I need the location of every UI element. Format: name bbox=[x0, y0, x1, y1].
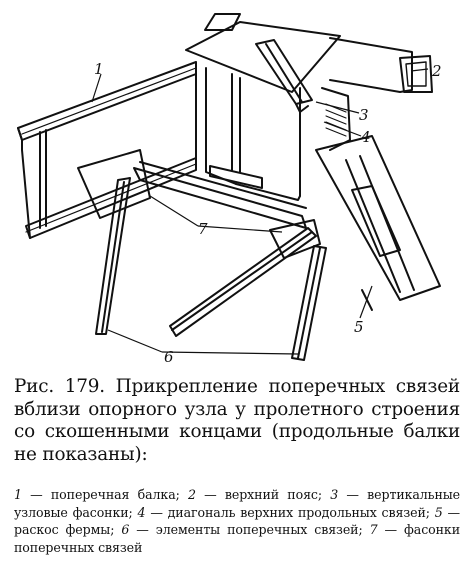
callout-5: 5 bbox=[354, 318, 364, 336]
legend-text: вертикальные узловые фасонки; bbox=[14, 487, 461, 520]
truss-diagonal bbox=[316, 136, 440, 310]
callout-3: 3 bbox=[359, 106, 369, 124]
legend-item: 3 — вертикальные узловые фасонки; bbox=[14, 487, 461, 520]
legend-text: поперечная балка; bbox=[50, 487, 180, 502]
legend-item: 5 — раскос фермы; bbox=[14, 504, 461, 538]
legend-num: 4 bbox=[137, 504, 146, 520]
legend-text: фасонки поперечных связей bbox=[14, 522, 460, 555]
figure-caption bbox=[14, 376, 460, 466]
top-gusset-plate bbox=[186, 22, 340, 92]
legend-item: 4 — диагональ верхних продольных связей; bbox=[137, 504, 430, 520]
legend-num: 2 bbox=[187, 487, 196, 502]
callout-6: 6 bbox=[164, 348, 174, 366]
legend-item: 1 — поперечная балка; bbox=[14, 487, 180, 502]
legend-text: верхний пояс; bbox=[224, 487, 323, 502]
legend-text: диагональ верхних продольных связей; bbox=[167, 504, 430, 520]
legend-text: элементы поперечных связей; bbox=[155, 522, 363, 538]
legend-num: 1 bbox=[14, 487, 22, 502]
caption-prefix: Рис. 179. bbox=[14, 376, 105, 397]
callout-7: 7 bbox=[198, 220, 208, 238]
legend-item: 7 — фасонки поперечных связей bbox=[14, 522, 460, 555]
leader-lines bbox=[92, 69, 428, 354]
legend-num: 5 bbox=[434, 504, 443, 520]
legend-num: 7 bbox=[369, 522, 378, 538]
legend-item: 6 — элементы поперечных связей; bbox=[121, 522, 363, 538]
caption-text: Прикрепление поперечных связей вблизи опорного узла у пролетного строения со скошенными концами (продольные балки не показаны): bbox=[14, 376, 460, 465]
callout-4: 4 bbox=[361, 128, 371, 146]
callout-2: 2 bbox=[432, 62, 442, 80]
legend-num: 3 bbox=[330, 487, 339, 502]
upper-bracing-diagonal bbox=[256, 40, 312, 112]
callout-1: 1 bbox=[94, 60, 104, 78]
legend-num: 6 bbox=[121, 522, 130, 538]
legend-text: раскос фермы; bbox=[14, 522, 115, 538]
legend-item: 2 — верхний пояс; bbox=[187, 487, 323, 502]
figure-legend bbox=[14, 486, 460, 556]
transverse-beam bbox=[18, 62, 196, 238]
